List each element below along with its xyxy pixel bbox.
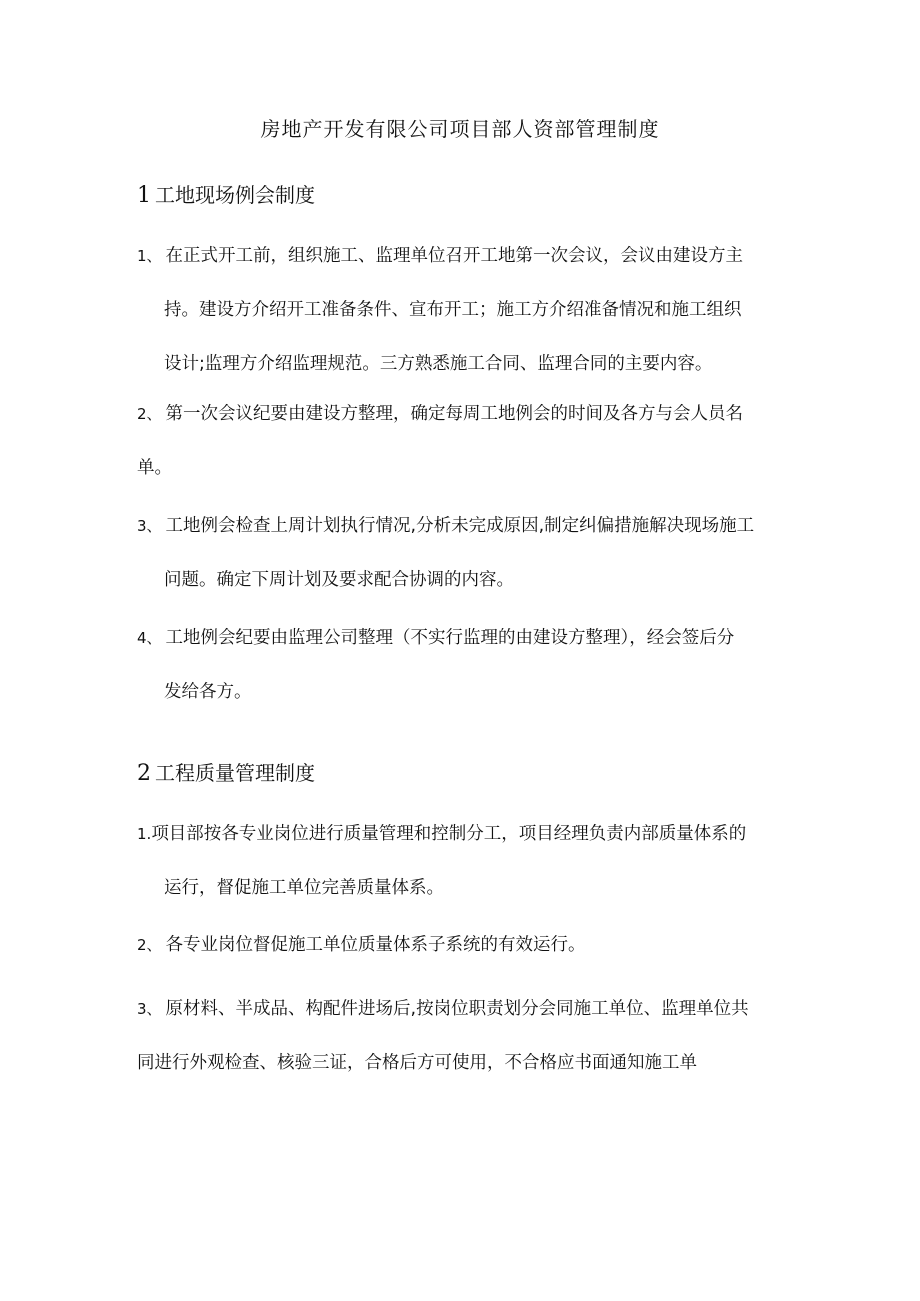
item-line: 发给各方。 <box>164 682 252 702</box>
section-title: 工地现场例会制度 <box>155 183 315 207</box>
item-line: 在正式开工前，组织施工、监理单位召开工地第一次会议，会议由建设方主 <box>165 246 744 266</box>
item-prefix: 2、 <box>137 936 162 954</box>
item-prefix: 4、 <box>137 629 162 647</box>
section-heading-2 <box>137 758 315 789</box>
item-line: 单。 <box>137 458 172 478</box>
item-line: 项目部按各专业岗位进行质量管理和控制分工，项目经理负责内部质量体系的 <box>151 824 747 844</box>
item-prefix: 1. <box>137 825 152 843</box>
item-prefix: 3、 <box>137 517 162 535</box>
item-prefix: 2、 <box>137 405 162 423</box>
section-1-item-2 <box>137 387 787 495</box>
item-line: 工地例会纪要由监理公司整理（不实行监理的由建设方整理），经会签后分 <box>165 628 735 648</box>
section-title: 工程质量管理制度 <box>155 761 315 785</box>
section-2-item-1 <box>137 807 787 915</box>
section-2-item-2 <box>137 918 787 972</box>
section-2-item-3 <box>137 982 787 1090</box>
item-line: 同进行外观检查、核验三证，合格后方可使用，不合格应书面通知施工单 <box>137 1053 697 1073</box>
document-title: 房地产开发有限公司项目部人资部管理制度 <box>260 117 660 141</box>
item-line: 工地例会检查上周计划执行情况,分析未完成原因,制定纠偏措施解决现场施工 <box>165 516 755 536</box>
section-number: 1 <box>137 183 151 208</box>
item-prefix: 3、 <box>137 1000 162 1018</box>
item-line: 运行，督促施工单位完善质量体系。 <box>164 878 444 898</box>
section-1-item-3 <box>137 499 787 607</box>
item-prefix: 1、 <box>137 247 162 265</box>
item-line: 设计;监理方介绍监理规范。三方熟悉施工合同、监理合同的主要内容。 <box>164 354 713 374</box>
section-number: 2 <box>137 761 151 786</box>
item-line: 原材料、半成品、构配件进场后,按岗位职责划分会同施工单位、监理单位共 <box>165 999 749 1019</box>
item-line: 各专业岗位督促施工单位质量体系子系统的有效运行。 <box>165 935 586 955</box>
item-line: 第一次会议纪要由建设方整理，确定每周工地例会的时间及各方与会人员名 <box>165 404 744 424</box>
section-1-item-1 <box>137 229 787 391</box>
item-line: 持。建设方介绍开工准备条件、宣布开工；施工方介绍准备情况和施工组织 <box>164 300 742 320</box>
section-heading-1 <box>137 180 315 211</box>
item-line: 问题。确定下周计划及要求配合协调的内容。 <box>164 570 514 590</box>
section-1-item-4 <box>137 611 787 719</box>
